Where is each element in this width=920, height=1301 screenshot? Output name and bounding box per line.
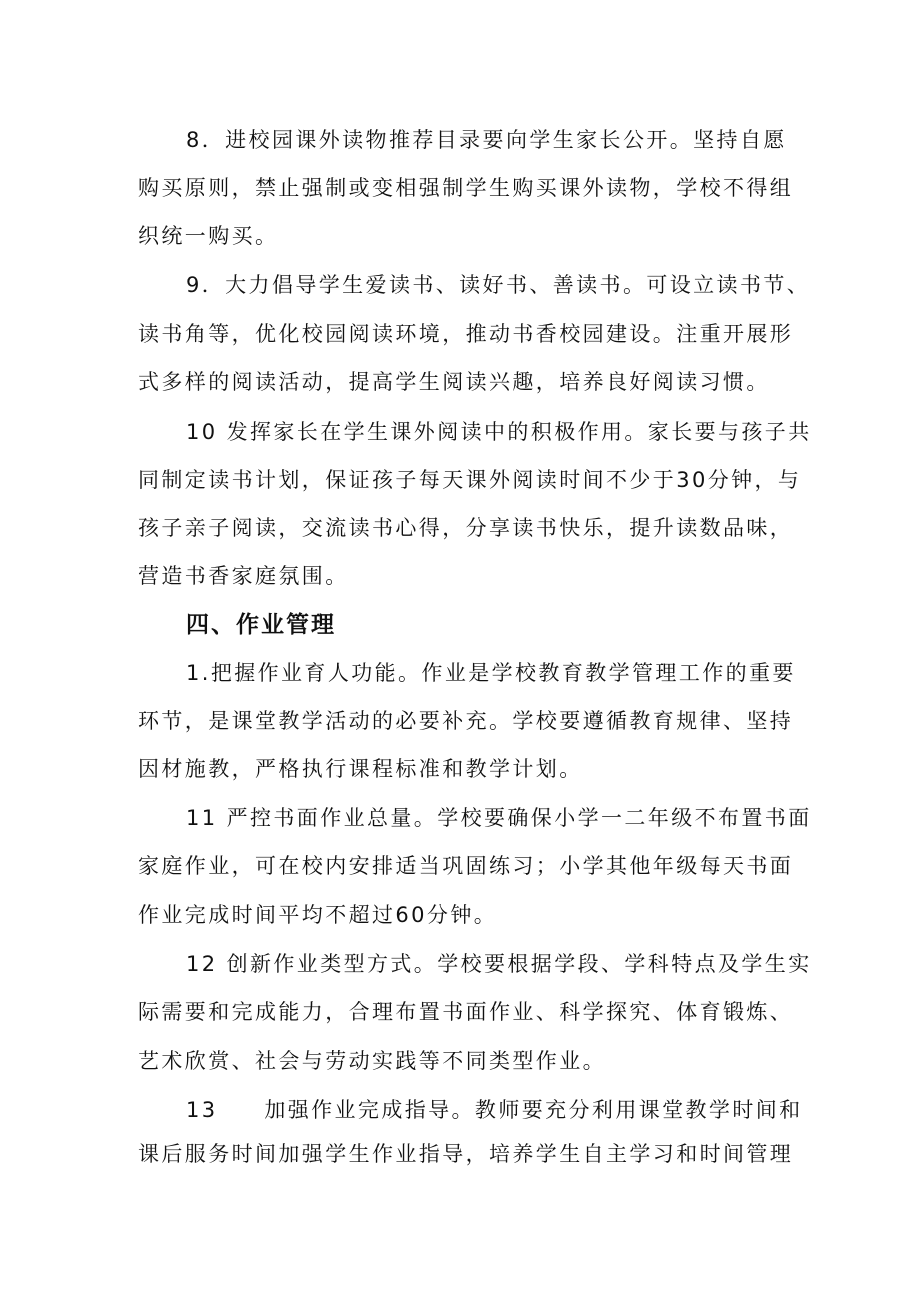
- text-line: 同制定读书计划，保证孩子每天课外阅读时间不少于30分钟，与: [138, 468, 802, 492]
- text-line: 织统一购买。: [138, 224, 279, 248]
- text-line: 读书角等，优化校园阅读环境，推动书香校园建设。注重开展形: [138, 322, 794, 346]
- section-heading: 四、作业管理: [186, 612, 336, 638]
- text-line: 艺术欣赏、社会与劳动实践等不同类型作业。: [138, 1049, 606, 1073]
- text-line: 11 严控书面作业总量。学校要确保小学一二年级不布置书面: [186, 806, 812, 830]
- text-line: 8．进校园课外读物推荐目录要向学生家长公开。坚持自愿: [186, 128, 787, 152]
- text-line: 9．大力倡导学生爱读书、读好书、善读书。可设立读书节、: [186, 273, 811, 297]
- text-line: 际需要和完成能力，合理布置书面作业、科学探究、体育锻炼、: [138, 1000, 794, 1024]
- text-line: 10 发挥家长在学生课外阅读中的积极作用。家长要与孩子共: [186, 420, 812, 444]
- text-line: 1.把握作业育人功能。作业是学校教育教学管理工作的重要: [186, 661, 796, 685]
- text-line: 式多样的阅读活动，提高学生阅读兴趣，培养良好阅读习惯。: [138, 370, 770, 394]
- text-line: 孩子亲子阅读，交流读书心得，分享读书快乐，提升读数品味，: [138, 516, 794, 540]
- text-line: 12 创新作业类型方式。学校要根据学段、学科特点及学生实: [186, 952, 812, 976]
- text-line: 家庭作业，可在校内安排适当巩固练习；小学其他年级每天书面: [138, 854, 794, 878]
- text-line: 作业完成时间平均不超过60分钟。: [138, 903, 498, 927]
- text-line: 环节，是课堂教学活动的必要补充。学校要遵循教育规律、坚持: [138, 709, 794, 733]
- text-line: 13 加强作业完成指导。教师要充分利用课堂教学时间和: [186, 1098, 803, 1122]
- text-line: 因材施教，严格执行课程标准和教学计划。: [138, 757, 583, 781]
- text-line: 购买原则，禁止强制或变相强制学生购买课外读物，学校不得组: [138, 176, 794, 200]
- text-line: 营造书香家庭氛围。: [138, 564, 349, 588]
- text-line: 课后服务时间加强学生作业指导，培养学生自主学习和时间管理: [138, 1142, 794, 1166]
